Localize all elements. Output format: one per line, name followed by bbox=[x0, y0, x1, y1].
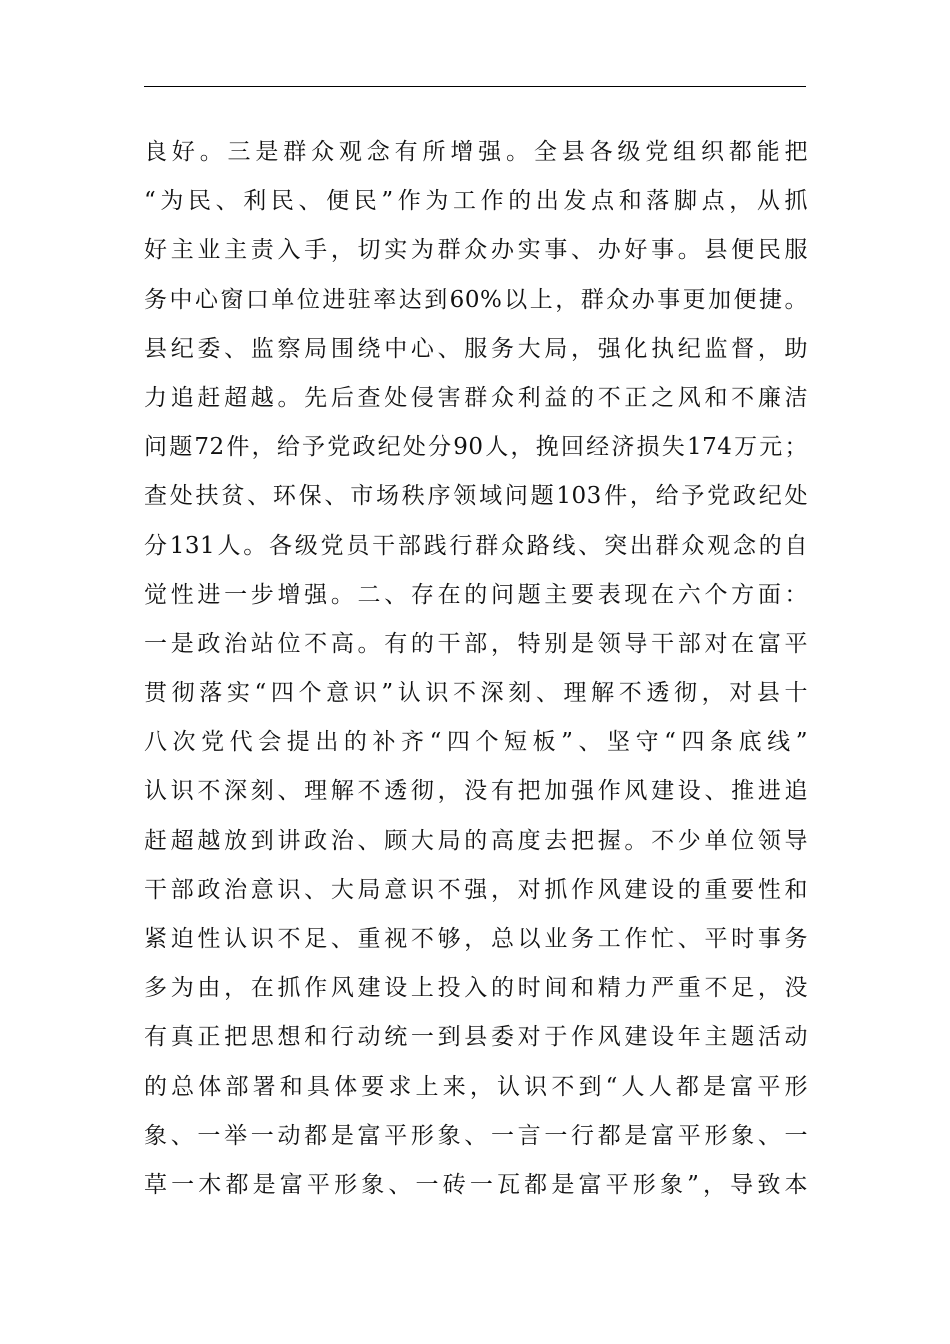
text-line: 贯彻落实“四个意识”认识不深刻、理解不透彻，对县十 bbox=[144, 680, 808, 707]
text-line: 力追赶超越。先后查处侵害群众利益的不正之风和不廉洁 bbox=[144, 384, 808, 411]
text-line: 多为由，在抓作风建设上投入的时间和精力严重不足，没 bbox=[144, 975, 808, 1002]
text-line: 县纪委、监察局围绕中心、服务大局，强化执纪监督，助 bbox=[144, 335, 808, 362]
text-line: 问题72件，给予党政纪处分90人，挽回经济损失174万元； bbox=[144, 434, 808, 461]
text-line: “为民、利民、便民”作为工作的出发点和落脚点，从抓 bbox=[144, 188, 808, 215]
text-line: 有真正把思想和行动统一到县委对于作风建设年主题活动 bbox=[144, 1024, 808, 1051]
text-line: 的总体部署和具体要求上来，认识不到“人人都是富平形 bbox=[144, 1073, 808, 1100]
text-line: 分131人。各级党员干部践行群众路线、突出群众观念的自 bbox=[144, 532, 808, 559]
text-line: 务中心窗口单位进驻率达到60%以上，群众办事更加便捷。 bbox=[144, 286, 808, 313]
header-rule bbox=[144, 86, 806, 87]
text-line: 紧迫性认识不足、重视不够，总以业务工作忙、平时事务 bbox=[144, 926, 808, 952]
text-line: 觉性进一步增强。二、存在的问题主要表现在六个方面： bbox=[144, 581, 808, 608]
text-line: 干部政治意识、大局意识不强，对抓作风建设的重要性和 bbox=[144, 876, 808, 903]
text-line: 八次党代会提出的补齐“四个短板”、坚守“四条底线” bbox=[144, 729, 808, 756]
text-line: 查处扶贫、环保、市场秩序领域问题103件，给予党政纪处 bbox=[144, 483, 808, 510]
text-line: 赶超越放到讲政治、顾大局的高度去把握。不少单位领导 bbox=[144, 827, 808, 854]
text-line: 认识不深刻、理解不透彻，没有把加强作风建设、推进追 bbox=[144, 778, 808, 805]
text-line: 好主业主责入手，切实为群众办实事、办好事。县便民服 bbox=[144, 237, 808, 264]
text-line: 一是政治站位不高。有的干部，特别是领导干部对在富平 bbox=[144, 630, 808, 657]
text-line: 良好。三是群众观念有所增强。全县各级党组织都能把 bbox=[144, 139, 808, 165]
text-line: 象、一举一动都是富平形象、一言一行都是富平形象、一 bbox=[144, 1122, 808, 1149]
body-text bbox=[144, 128, 808, 1210]
text-line: 草一木都是富平形象、一砖一瓦都是富平形象”，导致本 bbox=[144, 1171, 808, 1198]
